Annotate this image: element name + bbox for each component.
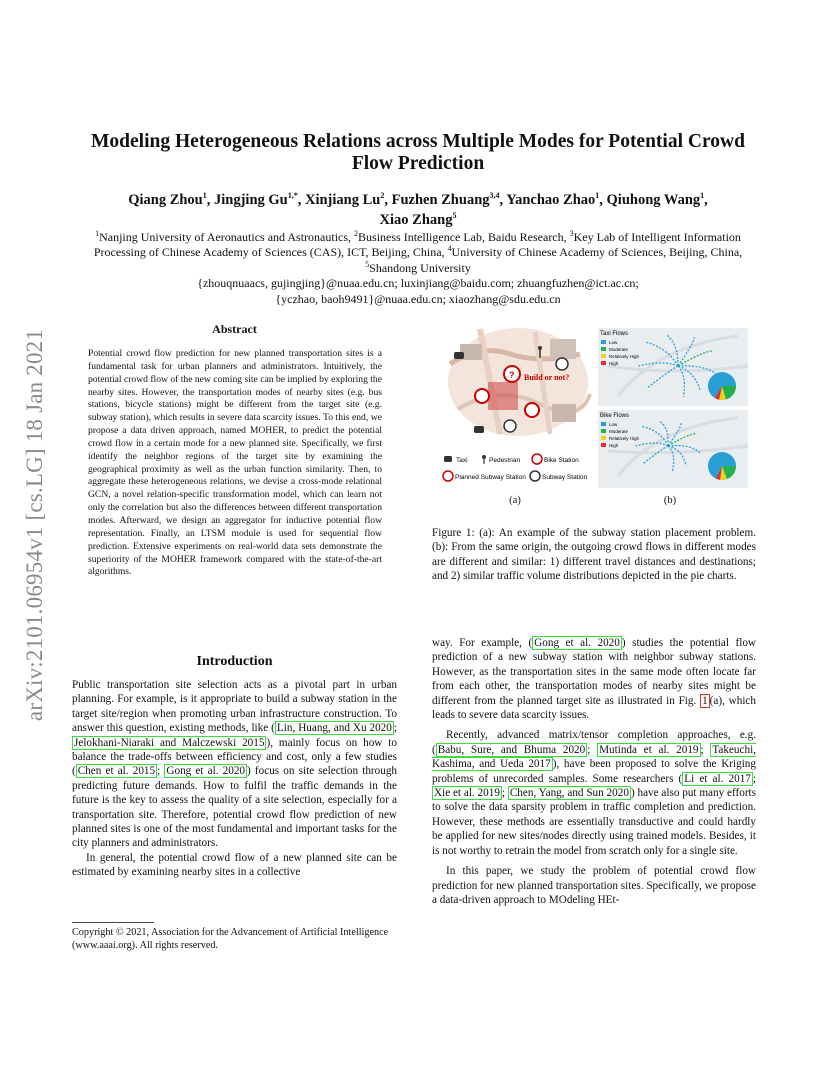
planned-subway-icon: [443, 471, 453, 481]
right-paragraph-2: Recently, advanced matrix/tensor completion approaches, e.g. ( Babu, Sure, and Bhuma 2020 ; Mutinda et al. 2019 ; Takeuchi, Kashima, and Ueda 2017 ), have been proposed to solve the Kriging problems of unrecorded samples. Some researchers ( Li et al. 2017 ; Xie et al. 2019 ; Chen, Yang, and Sun 2020 ) have also put many efforts to solve the data sparsity problem in traffic completion and prediction. However, these methods are essentially transductive and could hardly be applied for new sites/nodes directly using trained models. Besides, it is not worthy to retrain the model from scratch only for a single site.: [432, 729, 757, 857]
legend-level-label: Moderate: [609, 347, 629, 352]
copyright-footnote: Copyright © 2021, Association for the Advancement of Artificial Intelligence (www.aaai.org). All rights reserved.: [72, 927, 389, 951]
emails-line-1: {zhouqnuaacs, gujingjing}@nuaa.edu.cn; luxinjiang@baidu.com; zhuangfuzhen@ict.ac.cn;: [197, 276, 639, 291]
intro-paragraph-1: Public transportation site selection acts as a pivotal part in urban planning. For example, is it appropriate to build a subway station in the target site/region when promoting urban infrastructure construction. To answer this question, existing methods, like ( Lin, Huang, and Xu 2020 ; Jelokhani-Niaraki and Malczewski 2015 ), mainly focus on how to balance the trade-offs between efficiency and cost, only a few studies ( Chen et al. 2015 ; Gong et al. 2020 ) focus on site selection through predicting future demands. How to fulfil the traffic demands in the future is the key to assess the quality of a site selection, especially for a transportation site. Therefore, potential crowd flow prediction of new planned sites is one of the most fundamental and important tasks for the city planners and administrators.: [72, 679, 398, 850]
pedestrian-icon: [482, 455, 486, 459]
subway-station-icon: [504, 420, 516, 432]
citation-link[interactable]: Chen, Yang, and Sun 2020: [509, 787, 629, 800]
author-name: Jingjing Gu: [214, 192, 288, 208]
author-affiliation-mark: 2: [380, 191, 385, 201]
svg-text:?: ?: [509, 370, 515, 380]
legend-planned-subway: Planned Subway Station: [455, 474, 526, 481]
figure-reference-link[interactable]: 1: [702, 694, 708, 707]
legend-level-label: Relatively High: [609, 436, 640, 441]
pedestrian-icon: [538, 346, 542, 350]
author-name: Qiang Zhou: [128, 192, 203, 208]
abstract-heading: Abstract: [212, 322, 257, 336]
citation-link[interactable]: Gong et al. 2020: [166, 765, 246, 778]
legend-subway-station: Subway Station: [542, 474, 588, 481]
legend-pedestrian: Pedestrian: [489, 457, 521, 464]
legend-swatch: [601, 340, 606, 344]
figure-1b-flow-maps: [598, 326, 748, 488]
bike-flows-title: Bike Flows: [600, 413, 630, 419]
citation-link[interactable]: Xie et al. 2019: [434, 787, 500, 800]
citation-link[interactable]: Takeuchi, Kashima, and Ueda 2017: [432, 743, 756, 771]
legend-level-label: Relatively High: [609, 354, 640, 359]
citation-link[interactable]: Li et al. 2017: [684, 772, 751, 785]
subway-station-icon: [556, 358, 568, 370]
author-name: Qiuhong Wang: [606, 192, 701, 208]
legend-swatch: [601, 422, 606, 426]
figure-1a-illustration: [440, 324, 596, 490]
author-affiliation-mark: 3,4: [489, 191, 500, 201]
author-affiliation-mark: 1,*: [287, 191, 298, 201]
author-list: Qiang Zhou$^1$, Jingjing $Gu^{1,*}$, Xinjiang Lu$^2$, Fuzhen Zhuang$^{3,4}$, Yanchao Zhao$^1$, Qiuhong Wang$^1$, Xiao Zhang$^5$: [128, 191, 708, 228]
affiliations: $^1$Nanjing University of Aeronautics and Astronautics, $^2$Business Intelligence Lab, Baidu Research, $^3$Key Lab of Intelligent Information Processing of Chinese Academy of Sciences (CAS), ICT, Beijing, China, $^4$University of Chinese Academy of Sciences, Beijing, China, $^5$Shandong University {zhouqnuaacs, gujingjing}@nuaa.edu.cn; luxinjiang@baidu.com; zhuangfuzhen@ict.ac.cn; {yczhao, baoh9491}@nuaa.edu.cn; xiaozhang@sdu.edu.cn: [80, 230, 756, 307]
citation-link[interactable]: Babu, Sure, and Bhuma 2020: [437, 743, 586, 756]
arxiv-identifier: arXiv:2101.06954v1 [cs.LG] 18 Jan 2021: [22, 328, 47, 722]
taxi-icon: [444, 456, 452, 462]
right-paragraph-3: In this paper, we study the problem of potential crowd flow prediction for new planned transportation sites. Specifically, we propose a data-driven approach to MOdeling HEt-: [432, 865, 756, 906]
author-affiliation-mark: 1: [595, 191, 600, 201]
author-name: Xiao Zhang: [379, 212, 453, 228]
author-name: Xinjiang Lu: [304, 192, 381, 208]
author-name: Fuzhen Zhuang: [391, 192, 490, 208]
legend-swatch: [601, 354, 606, 358]
subfigure-b-label: (b): [663, 495, 677, 506]
legend-level-label: Low: [609, 340, 618, 345]
citation-link[interactable]: Chen et al. 2015: [77, 765, 156, 778]
right-paragraph-1: way. For example, ( Gong et al. 2020 ) studies the potential flow prediction of a new subway station with neighbor subway stations. However, as the transportation sites in the same mode often locate far from each other, the transportation modes of nearby sites might be different from the planned target site as illustrated in Fig. 1 (a), which leads to severe data scarcity issues.: [432, 637, 756, 722]
intro-paragraph-2: In general, the potential crowd flow of a new planned site can be estimated by examining nearby sites in a collective: [72, 851, 397, 879]
figure-1-caption: Figure 1: (a): An example of the subway station placement problem. (b): From the same origin, the outgoing crowd flows in different modes are different and similar: 1) different travel distances and destinations; and 2) similar traffic volume distributions depicted in the pie charts.: [432, 527, 756, 583]
taxi-icon: [454, 352, 464, 359]
legend-taxi: Taxi: [456, 457, 468, 464]
paper-title: Modeling Heterogeneous Relations across Multiple Modes for Potential Crowd Flow Prediction: [91, 131, 745, 174]
citation-link[interactable]: Mutinda et al. 2019: [599, 743, 699, 756]
legend-level-label: High: [609, 443, 619, 448]
bike-station-icon: [475, 389, 489, 403]
legend-swatch: [601, 429, 606, 433]
bike-flow-pie: [708, 452, 736, 480]
legend-swatch: [601, 436, 606, 440]
introduction-heading: Introduction: [196, 654, 273, 669]
right-column-body: [432, 636, 756, 913]
citation-link[interactable]: Gong et al. 2020: [534, 637, 620, 649]
author-affiliation-mark: 5: [452, 211, 457, 221]
author-affiliation-mark: 1: [202, 191, 207, 201]
subfigure-a-label: (a): [509, 495, 521, 506]
legend-bike-station: Bike Station: [544, 457, 579, 464]
legend-level-label: Moderate: [609, 429, 629, 434]
introduction-body: [72, 678, 397, 880]
author-name: Yanchao Zhao: [506, 192, 596, 208]
bike-station-icon: [532, 454, 542, 464]
author-affiliation-mark: 1: [700, 191, 705, 201]
citation-link[interactable]: Jelokhani-Niaraki and Malczewski 2015: [74, 736, 265, 749]
subway-station-icon: [530, 471, 540, 481]
taxi-icon: [474, 426, 484, 433]
footnote-divider: [72, 922, 154, 923]
legend-swatch: [601, 443, 606, 447]
legend-level-label: High: [609, 361, 619, 366]
citation-link[interactable]: Lin, Huang, and Xu 2020: [276, 722, 392, 735]
taxi-flow-pie: [708, 372, 736, 400]
legend-swatch: [601, 347, 606, 351]
bike-station-icon: [525, 403, 539, 417]
build-or-not-label: Build or not?: [524, 373, 570, 382]
emails-line-2: {yczhao, baoh9491}@nuaa.edu.cn; xiaozhang@sdu.edu.cn: [275, 291, 561, 306]
legend-level-label: Low: [609, 422, 618, 427]
abstract-text: Potential crowd flow prediction for new planned transportation sites is a fundamental task for urban planners and administrators. Intuitively, the potential crowd flow of the new coming site can be implied by exploring the nearby sites. However, the transportation modes of nearby sites (e.g. bus stations, bicycle stations) might be different from the target site (e.g. subway station), which results in severe data scarcity issues. To this end, we propose a data driven approach, named MOHER, to predict the potential crowd flow in a certain mode for a new planned site. Specifically, we first identify the neighbor regions of the target site by examining the geographical proximity as well as the urban function similarity. Then, to aggregate these heterogeneous relations, we devise a cross-mode relational GCN, a novel relation-specific transformation model, which can learn not only the correlation but also the differences between different transportation modes. Afterward, we design an aggregator for inductive potential flow representation. Finally, an LTSM module is used for sequential flow prediction. Extensive experiments on real-world data sets demonstrate the superiority of the MOHER framework compared with the state-of-the-art algorithms.: [88, 348, 382, 578]
legend-swatch: [601, 361, 606, 365]
taxi-flows-title: Taxi Flows: [600, 331, 629, 337]
